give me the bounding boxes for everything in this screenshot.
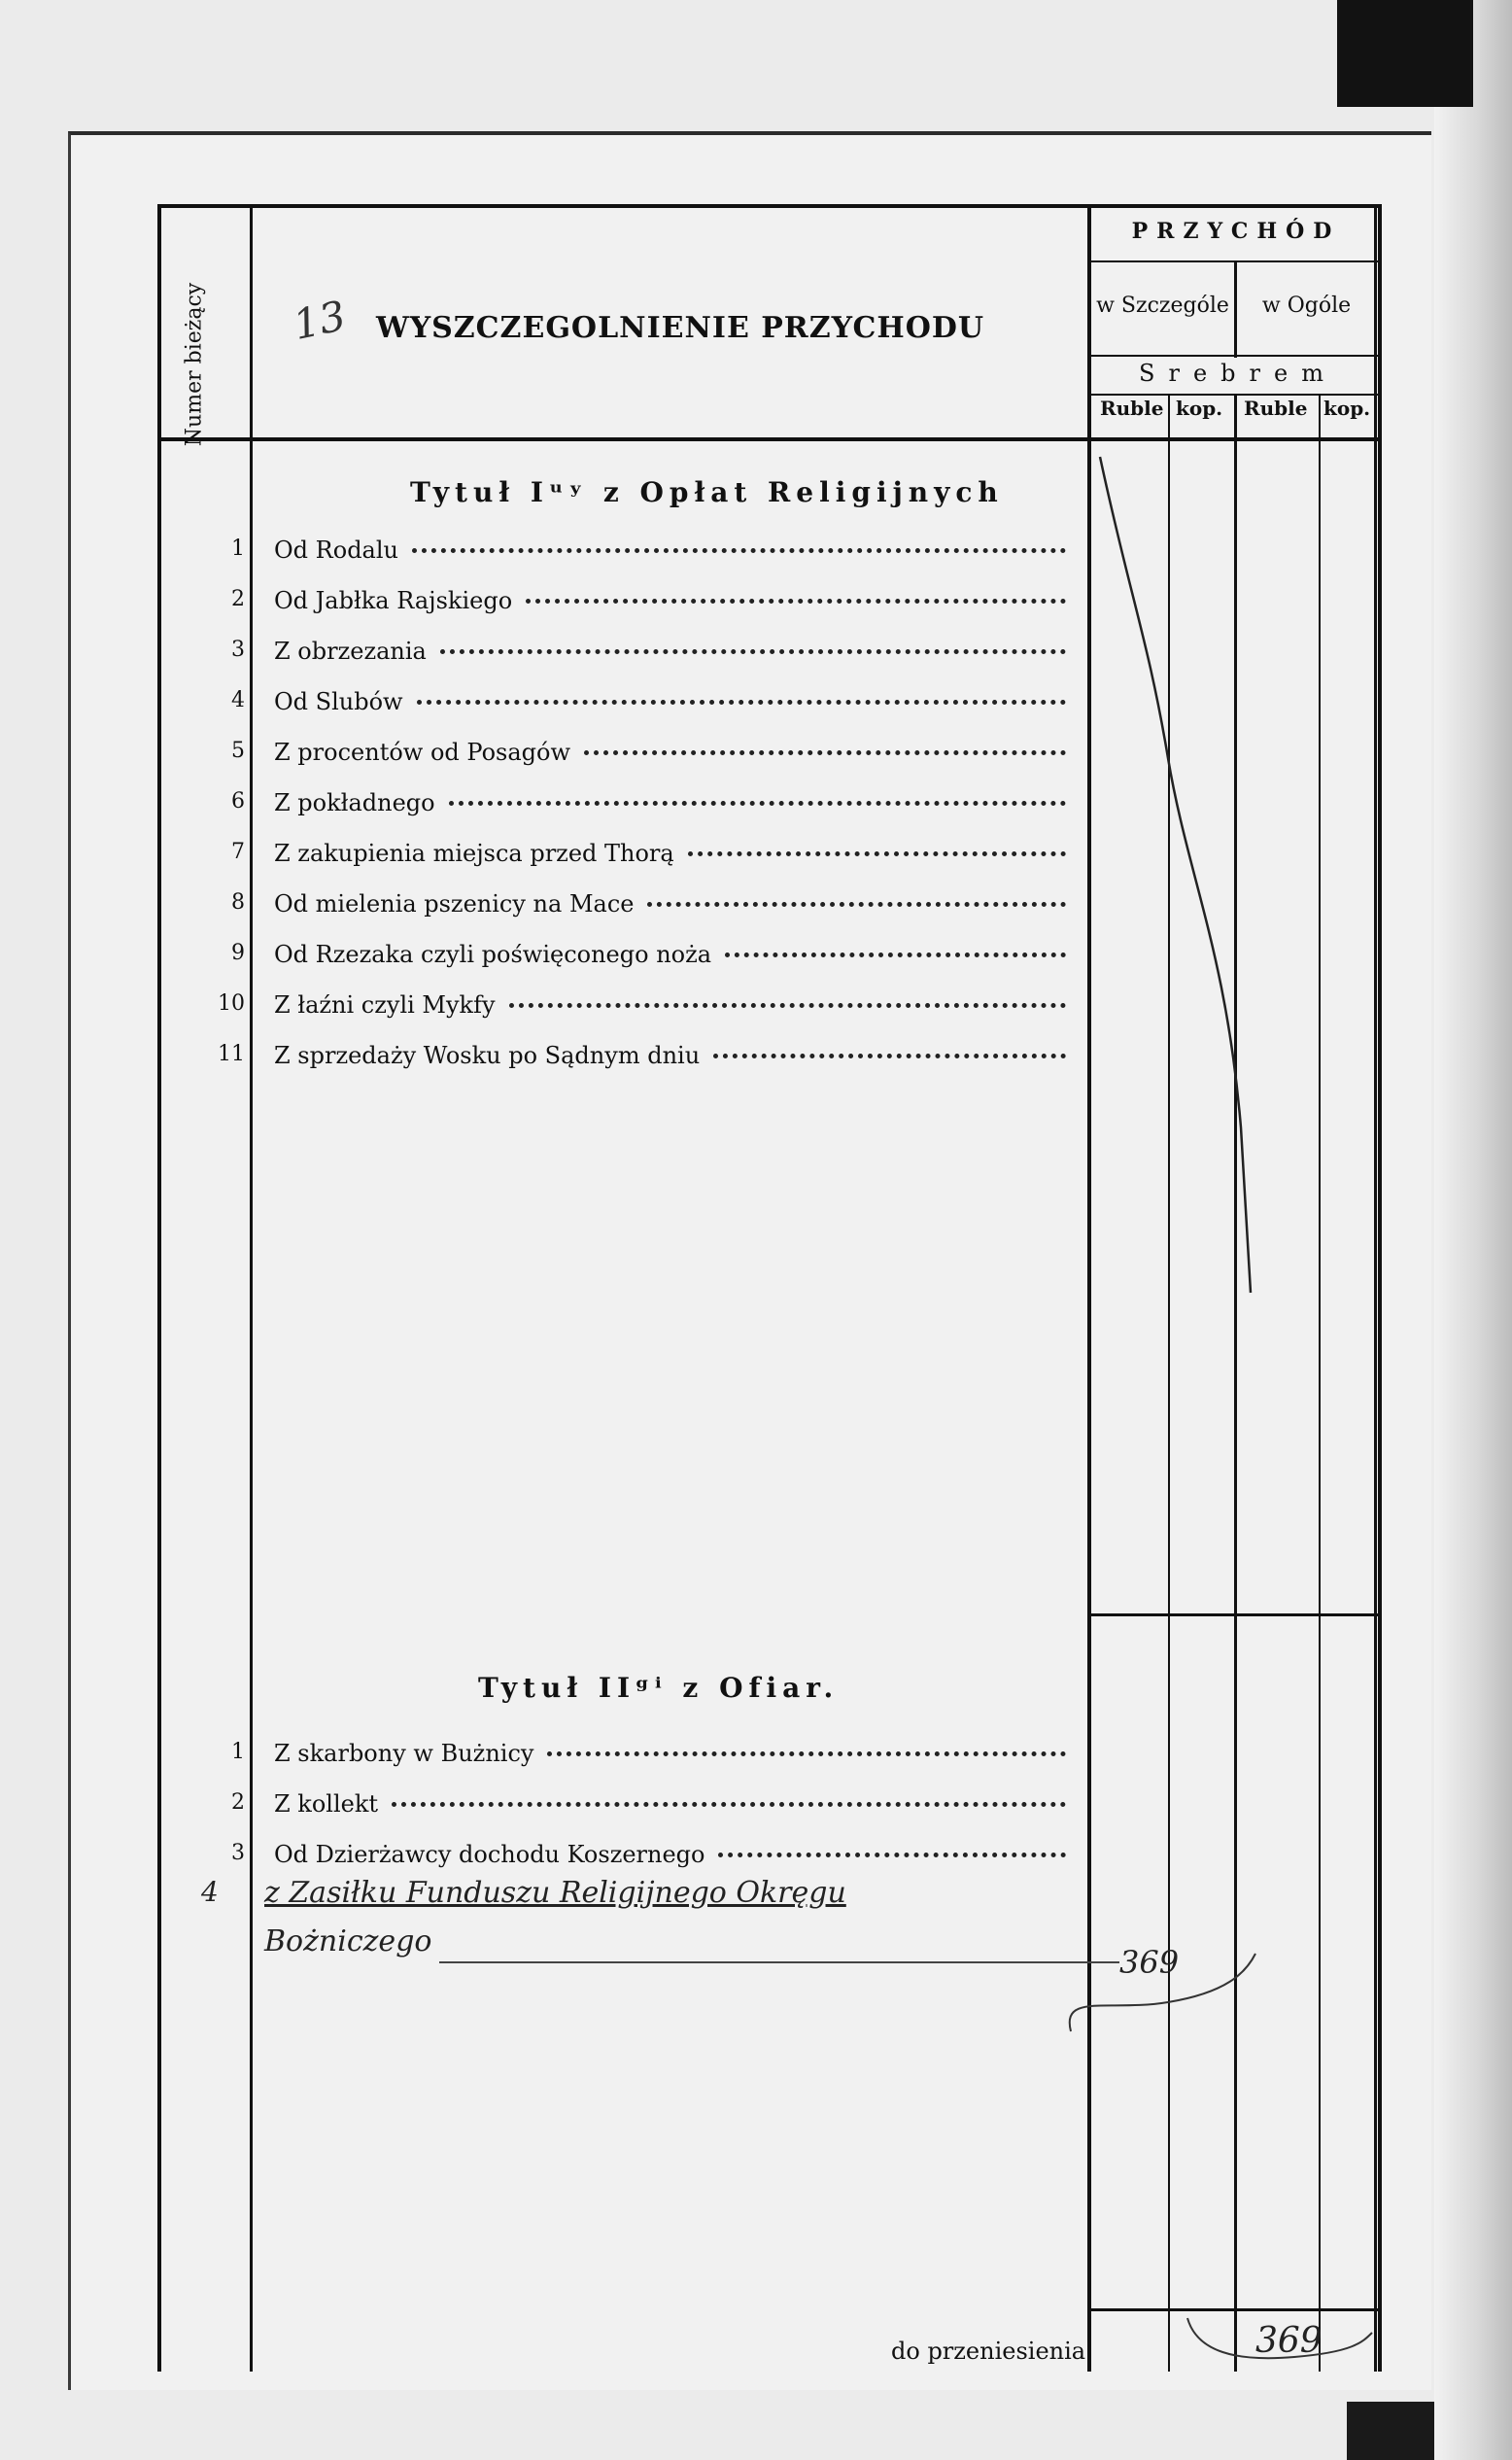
row-number: 1 (231, 537, 245, 561)
kopeks-header-1: kop. (1176, 397, 1223, 420)
row-label: Od Rodalu (274, 537, 398, 564)
list-item (157, 739, 1081, 778)
list-item (157, 638, 1081, 676)
section-1-title: Tytuł Iᵘʸ z Opłat Religijnych (410, 476, 1004, 508)
row-number: 6 (231, 789, 245, 814)
row-number: 3 (231, 1841, 245, 1865)
handwritten-amount: 369 (1119, 1944, 1180, 1981)
list-item (157, 587, 1081, 626)
row-label: Z łaźni czyli Mykfy (274, 991, 496, 1019)
row-number: 4 (231, 688, 245, 712)
list-item (157, 537, 1081, 575)
list-item (157, 1740, 1081, 1779)
leader-dots (417, 696, 1066, 705)
row-number: 2 (231, 1790, 245, 1815)
leader-dots (392, 1798, 1066, 1807)
list-item (157, 688, 1081, 727)
row-label: Od Slubów (274, 688, 403, 715)
in-detail-header: w Szczególe (1096, 294, 1229, 318)
handwritten-entry-line-1: z Zasiłku Funduszu Religijnego Okręgu (264, 1876, 846, 1910)
row-label: Z obrzezania (274, 638, 427, 665)
leader-dots (526, 595, 1066, 604)
row-label: Z pokładnego (274, 789, 435, 816)
in-total-header: w Ogóle (1261, 294, 1352, 318)
leader-dots (718, 1849, 1066, 1857)
binder-clip (1337, 0, 1473, 107)
kopeks-header-2: kop. (1323, 397, 1371, 420)
row-number: 11 (218, 1042, 245, 1066)
leader-dots (449, 797, 1066, 806)
leader-dots (547, 1748, 1066, 1756)
page-edge-shadow (1434, 0, 1512, 2460)
rubles-header-1: Ruble (1100, 397, 1164, 420)
total-flourish (1178, 2313, 1382, 2372)
row-label: Od mielenia pszenicy na Mace (274, 890, 635, 918)
column-number-header: Numer bieżący (182, 282, 207, 447)
pencil-page-number: 13 (289, 291, 350, 350)
leader-dots (509, 999, 1066, 1008)
leader-dots (688, 848, 1066, 856)
list-item (157, 1790, 1081, 1829)
row-number: 3 (231, 638, 245, 662)
row-number: 7 (231, 840, 245, 864)
carry-forward-label: do przeniesienia (891, 2338, 1086, 2365)
row-label: Z kollekt (274, 1790, 379, 1818)
row-label: Od Rzezaka czyli poświęconego noża (274, 941, 712, 968)
list-item (157, 890, 1081, 929)
section-2-title: Tytuł IIᵍⁱ z Ofiar. (478, 1672, 840, 1704)
handwritten-flourish (1051, 1944, 1265, 2051)
list-item (157, 1042, 1081, 1081)
row-number: 2 (231, 587, 245, 611)
handwritten-row-number: 4 (201, 1876, 219, 1908)
row-number: 5 (231, 739, 245, 763)
list-item (157, 840, 1081, 879)
list-item (157, 941, 1081, 980)
currency-header: Srebrem (1139, 360, 1337, 387)
list-item (157, 789, 1081, 828)
carry-forward-total: 369 (1255, 2321, 1323, 2361)
income-header: PRZYCHÓD (1131, 219, 1341, 244)
leader-dots (440, 645, 1066, 654)
list-item (157, 991, 1081, 1030)
rubles-header-2: Ruble (1244, 397, 1308, 420)
binder-clip-bottom (1347, 2402, 1434, 2460)
leader-dots (725, 949, 1066, 957)
leader-dots (412, 544, 1066, 553)
row-label: Od Dzierżawcy dochodu Koszernego (274, 1841, 705, 1868)
pencil-strike-line (1090, 447, 1265, 1302)
row-label: Od Jabłka Rajskiego (274, 587, 513, 614)
row-label: Z skarbony w Bużnicy (274, 1740, 534, 1767)
ledger-table (157, 204, 1382, 2372)
leader-dots (647, 898, 1066, 907)
row-number: 10 (218, 991, 245, 1016)
row-label: Z procentów od Posagów (274, 739, 571, 766)
page-title: WYSZCZEGOLNIENIE PRZYCHODU (376, 311, 985, 345)
row-number: 8 (231, 890, 245, 915)
leader-dots (713, 1050, 1066, 1058)
list-item (157, 1841, 1081, 1880)
handwritten-entry-line-2: Bożniczego (264, 1924, 432, 1958)
row-number: 1 (231, 1740, 245, 1764)
row-label: Z zakupienia miejsca przed Thorą (274, 840, 674, 867)
leader-dots (584, 746, 1066, 755)
row-number: 9 (231, 941, 245, 965)
row-label: Z sprzedaży Wosku po Sądnym dniu (274, 1042, 701, 1069)
